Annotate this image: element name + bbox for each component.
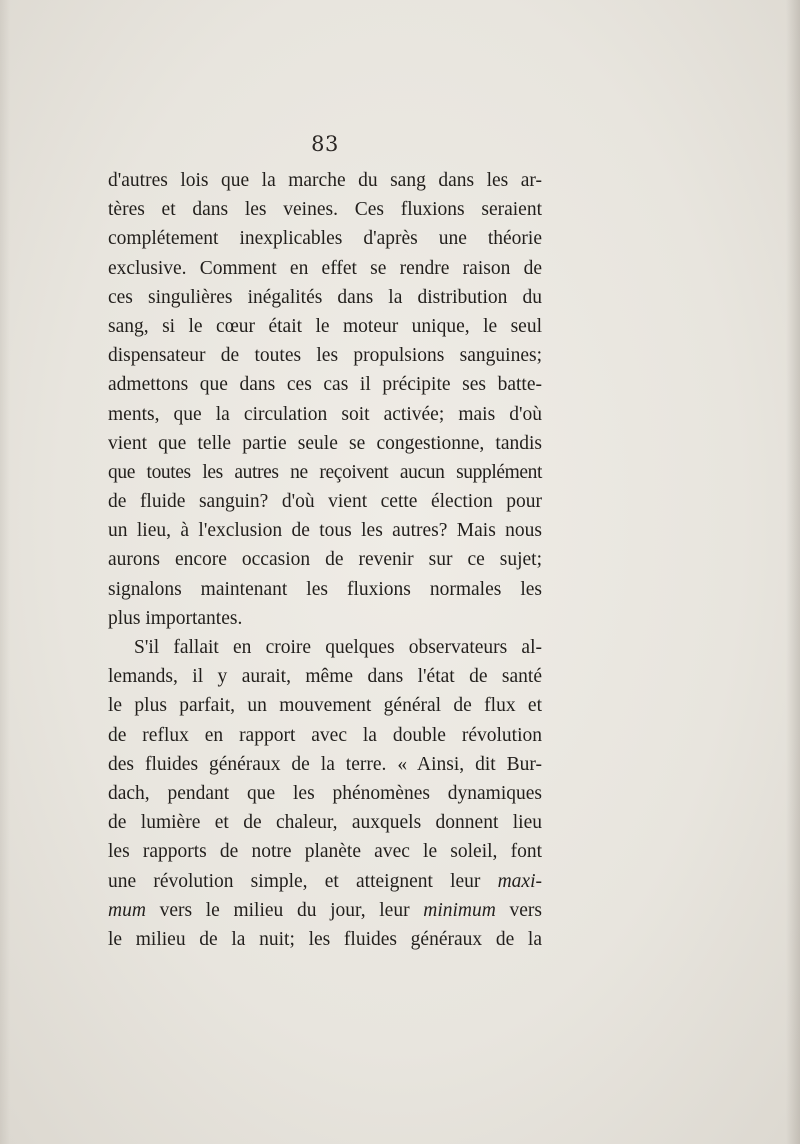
paragraph-end-line: plus importantes. [108, 607, 243, 629]
text-line: de reflux en rapport avec la double révolution [108, 724, 542, 746]
italic-word: minimum [423, 899, 496, 921]
page-right-edge-shading [786, 0, 800, 1144]
italic-word: mum [108, 899, 146, 921]
text-line: les rapports de notre planète avec le soleil, font [108, 841, 542, 863]
text-line: exclusive. Comment en effet se rendre raison de [108, 257, 542, 279]
text-line: sang, si le cœur était le moteur unique, le seul [108, 315, 542, 337]
text-line: tères et dans les veines. Ces fluxions seraient [108, 199, 542, 221]
text-line: le plus parfait, un mouvement général de flux et [108, 695, 542, 717]
text-line: aurons encore occasion de revenir sur ce sujet; [108, 549, 542, 571]
text-line: des fluides généraux de la terre. « Ainsi, dit Bur- [108, 753, 542, 775]
paragraph-start-line: S'il fallait en croire quelques observateurs al- [134, 637, 542, 658]
text-line: de fluide sanguin? d'où vient cette élection pour [108, 491, 542, 513]
text-line: signalons maintenant les fluxions normales les [108, 578, 542, 600]
text-line-italic-end: une révolution simple, et atteignent leur maxi- [108, 870, 542, 892]
text-line: le milieu de la nuit; les fluides généraux de la [108, 928, 542, 950]
text-line: de lumière et de chaleur, auxquels donnent lieu [108, 812, 542, 834]
text-line: un lieu, à l'exclusion de tous les autres? Mais nous [108, 520, 542, 542]
text-line: d'autres lois que la marche du sang dans les ar- [108, 170, 542, 191]
text-line: complétement inexplicables d'après une théorie [108, 228, 542, 250]
text-line: ments, que la circulation soit activée; mais d'où [108, 403, 542, 425]
page-left-edge-shading [0, 0, 10, 1144]
text-line: dach, pendant que les phénomènes dynamiques [108, 782, 542, 804]
text-line: lemands, il y aurait, même dans l'état de santé [108, 666, 542, 688]
text-line: ces singulières inégalités dans la distribution du [108, 286, 542, 308]
italic-word: maxi- [497, 870, 542, 892]
text-line: admettons que dans ces cas il précipite ses batte- [108, 374, 542, 396]
body-text [108, 166, 542, 954]
text-line: dispensateur de toutes les propulsions sanguines; [108, 345, 542, 367]
page-number: 83 [311, 132, 339, 156]
text-line: vient que telle partie seule se congestionne, tandis [108, 432, 542, 454]
text-line: que toutes les autres ne reçoivent aucun supplément [108, 461, 542, 483]
text-line-italic: mum vers le milieu du jour, leur minimum vers [108, 899, 542, 921]
